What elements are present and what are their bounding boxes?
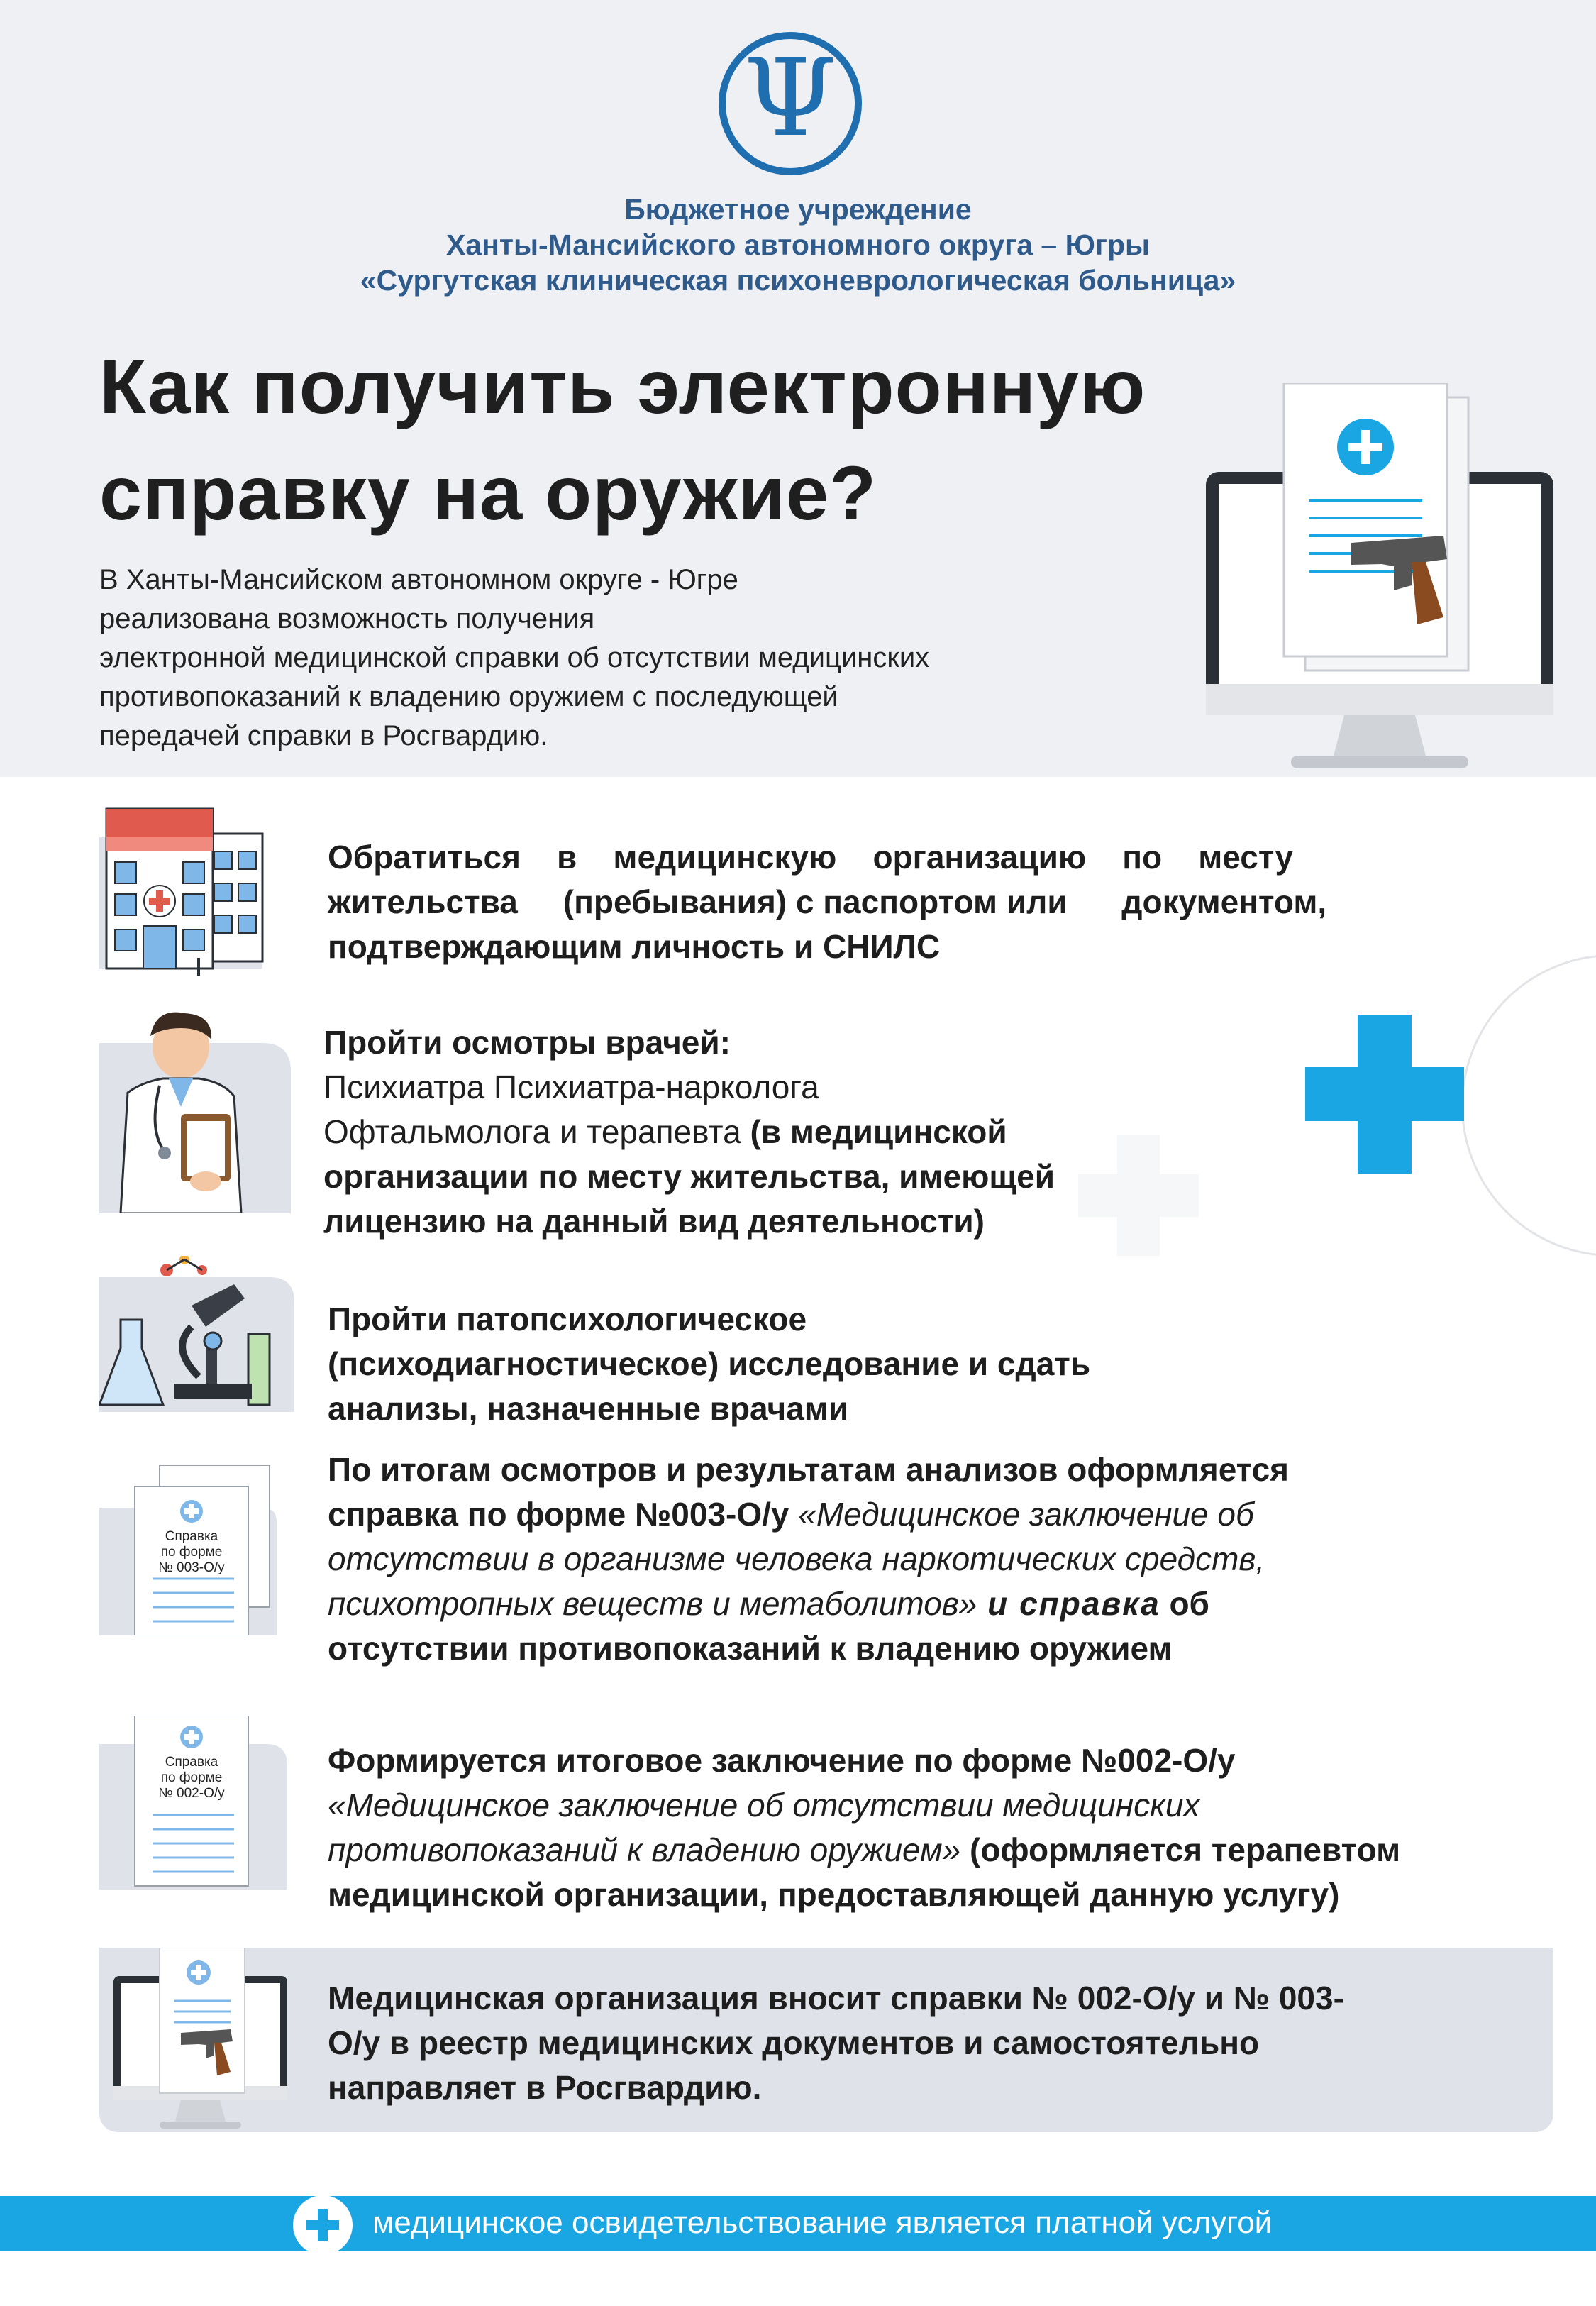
step-6-text [328, 1976, 1344, 2110]
step-4-line-italic: «Медицинское заключение об [798, 1496, 1254, 1533]
step-5-line-italic: противопоказаний к владению оружием» [328, 1831, 961, 1868]
decorative-circle [1461, 954, 1596, 1257]
step-6-line: направляет в Росгвардию. [328, 2069, 762, 2106]
step-4-line: отсутствии в организме человека наркотических средств, [328, 1540, 1265, 1577]
step-3-line: (психодиагностическое) исследование и сдать [328, 1345, 1091, 1382]
footer-text: медицинское освидетельствование является платной услугой [372, 2205, 1273, 2240]
step-1-line: Обратиться в медицинскую организацию по месту [328, 839, 1294, 876]
step-1-line: подтверждающим личность и СНИЛС [328, 928, 941, 965]
intro-line: электронной медицинской справки об отсутствии медицинских [99, 642, 930, 673]
hospital-building-icon [99, 802, 270, 976]
title-line: справку на оружие? [99, 450, 877, 536]
monitor-document-pistol-icon [1199, 383, 1561, 780]
step-4-line-italic: психотропных веществ и метаболитов» [328, 1585, 977, 1622]
step-2-line: организации по месту жительства, имеющей [323, 1158, 1055, 1195]
doc-label: № 003-О/у [158, 1560, 225, 1575]
doc-label: Справка [165, 1755, 218, 1770]
plus-circle-icon [292, 2195, 353, 2256]
intro-line: В Ханты-Мансийском автономном округе - Югре [99, 564, 738, 595]
faint-cross-icon [1078, 1135, 1199, 1256]
doc-label: по форме [160, 1545, 223, 1560]
step-2-line: Офтальмолога и терапевта [323, 1113, 750, 1150]
step-4-line-bold: об [1160, 1585, 1209, 1622]
step-2-line: лицензию на данный вид деятельности) [323, 1203, 985, 1240]
org-line: «Сургутская клиническая психоневрологическая больница» [360, 264, 1236, 297]
step-4-line: отсутствии противопоказаний к владению оружием [328, 1630, 1173, 1667]
certificate-002-icon [99, 1716, 287, 1890]
step-6-line: Медицинская организация вносит справки № 002-О/у и № 003- [328, 1980, 1344, 2017]
doc-label: № 002-О/у [158, 1786, 225, 1801]
step-5-line: «Медицинское заключение об отсутствии медицинских [328, 1787, 1200, 1824]
org-line: Бюджетное учреждение [624, 193, 972, 226]
step-2-line-bold: (в медицинской [750, 1113, 1007, 1150]
step-3-text [328, 1297, 1090, 1431]
psi-logo-icon [715, 28, 865, 179]
blue-cross-icon [1305, 1015, 1464, 1174]
monitor-pistol-icon [106, 1948, 294, 2134]
step-5-line: Формируется итоговое заключение по форме №002-О/у [328, 1742, 1236, 1779]
page-title [99, 333, 1146, 546]
step-2-heading: Пройти осмотры врачей: [323, 1024, 731, 1061]
doc-label: Справка [165, 1529, 218, 1544]
step-3-line: анализы, назначенные врачами [328, 1390, 849, 1427]
step-6-line: О/у в реестр медицинских документов и самостоятельно [328, 2024, 1260, 2061]
step-2-text [323, 1020, 1055, 1244]
title-line: Как получить электронную [99, 343, 1146, 429]
step-4-line-bold-italic: и справка [977, 1585, 1160, 1622]
step-4-line: По итогам осмотров и результатам анализов оформляется [328, 1451, 1290, 1488]
svg-text:Ψ: Ψ [743, 37, 837, 160]
org-line: Ханты-Мансийского автономного округа – Югры [445, 228, 1151, 261]
organization-name [0, 192, 1596, 298]
step-5-line-bold: (оформляется терапевтом [960, 1831, 1401, 1868]
step-1-text [328, 835, 1470, 969]
intro-line: противопоказаний к владению оружием с последующей [99, 681, 838, 712]
intro-line: передачей справки в Росгвардию. [99, 720, 548, 751]
intro-text [99, 561, 929, 756]
step-5-text [328, 1738, 1400, 1917]
step-5-line: медицинской организации, предоставляющей данную услугу) [328, 1876, 1340, 1913]
intro-line: реализована возможность получения [99, 603, 595, 634]
doc-label: по форме [160, 1770, 223, 1785]
step-4-text [328, 1447, 1289, 1671]
step-3-line: Пройти патопсихологическое [328, 1301, 807, 1337]
doctor-icon [99, 1008, 291, 1213]
step-2-line: Психиатра Психиатра-нарколога [323, 1069, 819, 1105]
document-icon [99, 1716, 287, 1890]
microscope-lab-icon [99, 1256, 294, 1412]
step-1-line: жительства (пребывания) с паспортом или документом, [328, 883, 1327, 920]
certificate-003-icon [99, 1465, 277, 1635]
step-4-line-bold: справка по форме №003-О/у [328, 1496, 799, 1533]
